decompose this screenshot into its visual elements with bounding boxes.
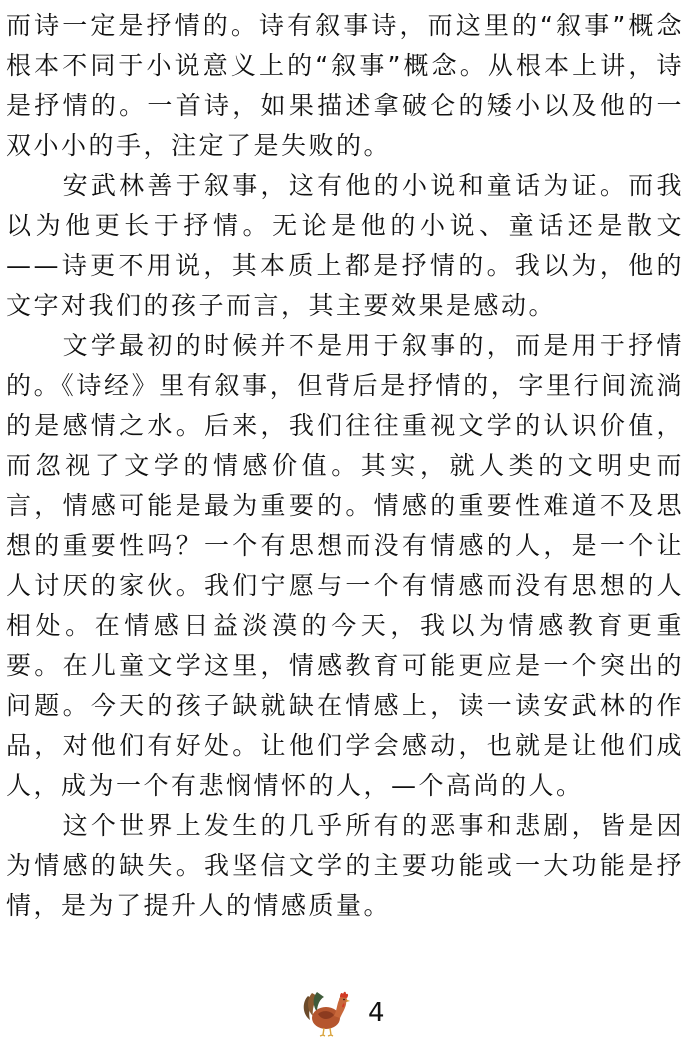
page-number: 4 xyxy=(368,998,385,1028)
document-page xyxy=(6,6,684,926)
rooster-icon xyxy=(300,988,354,1038)
paragraph-3: 文学最初的时候并不是用于叙事的，而是用于抒情的。《诗经》里有叙事，但背后是抒情的，字里行间流淌的是感情之水。后来，我们往往重视文学的认识价值，而忽视了文学的情感价值。其实，就人类的文明史而言，情感可能是最为重要的。情感的重要性难道不及思想的重要性吗？一个有思想而没有情感的人，是一个让人讨厌的家伙。我们宁愿与一个有情感而没有思想的人相处。在情感日益淡漠的今天，我以为情感教育更重要。在儿童文学这里，情感教育可能更应是一个突出的问题。今天的孩子缺就缺在情感上，读一读安武林的作品，对他们有好处。让他们学会感动，也就是让他们成人，成为一个有悲悯情怀的人，—个高尚的人。 xyxy=(6,331,684,800)
page-footer xyxy=(0,988,700,1038)
paragraph-4: 这个世界上发生的几乎所有的恶事和悲剧，皆是因为情感的缺失。我坚信文学的主要功能或一大功能是抒情，是为了提升人的情感质量。 xyxy=(6,811,684,920)
paragraph-1: 而诗一定是抒情的。诗有叙事诗，而这里的“叙事”概念根本不同于小说意义上的“叙事”概念。从根本上讲，诗是抒情的。一首诗，如果描述拿破仑的矮小以及他的一双小小的手，注定了是失败的。 xyxy=(6,11,684,160)
paragraph-2: 安武林善于叙事，这有他的小说和童话为证。而我以为他更长于抒情。无论是他的小说、童话还是散文——诗更不用说，其本质上都是抒情的。我以为，他的文字对我们的孩子而言，其主要效果是感动。 xyxy=(6,171,684,320)
